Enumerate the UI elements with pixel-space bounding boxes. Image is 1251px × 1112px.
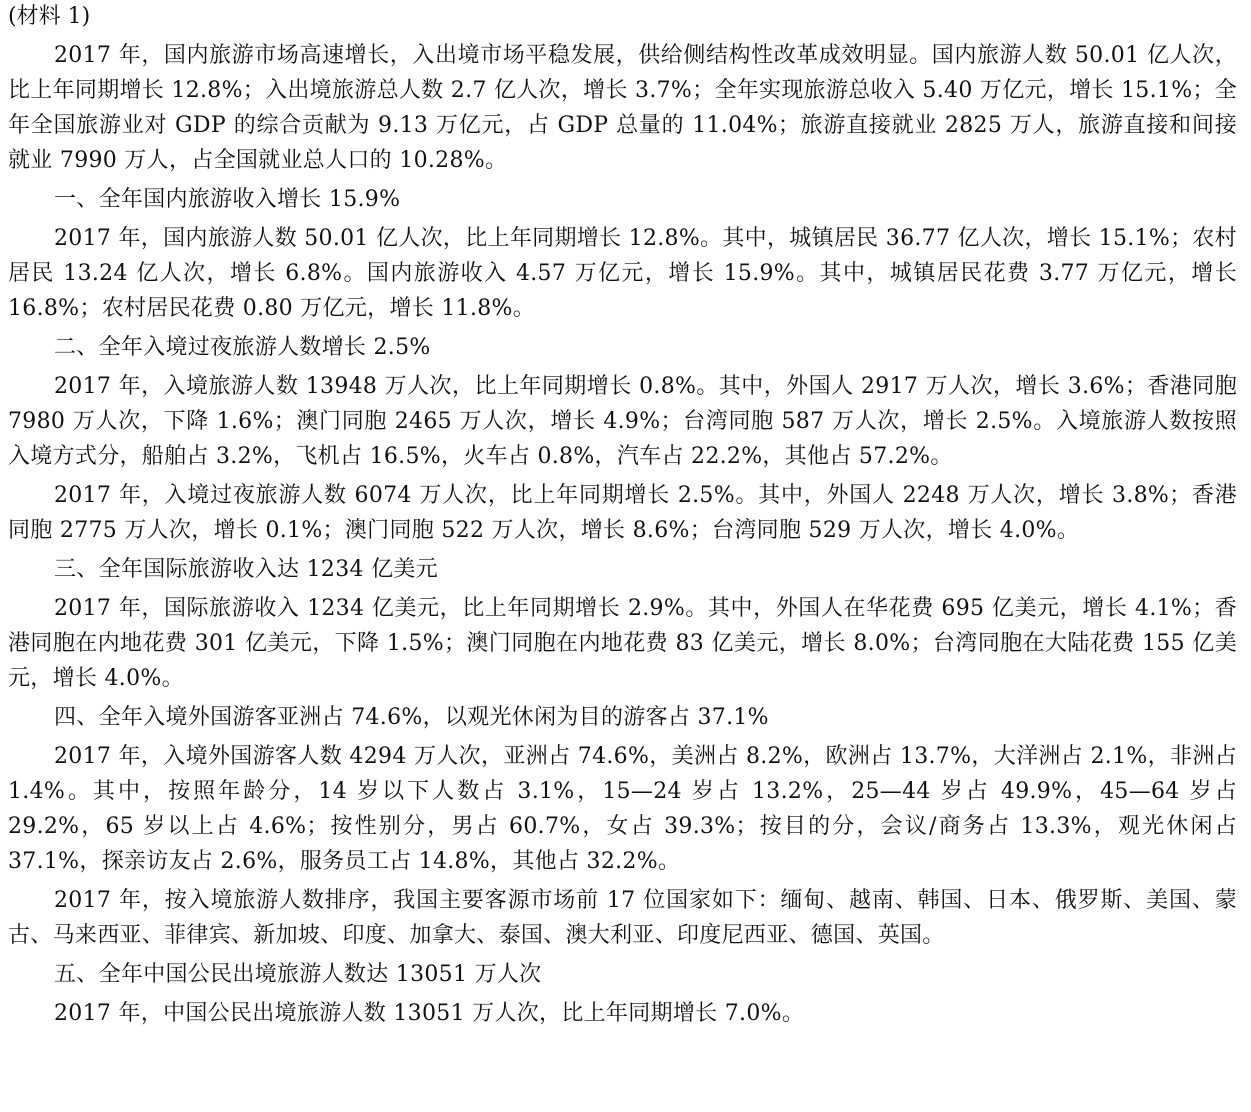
section-1-paragraph-1: 2017 年，国内旅游人数 50.01 亿人次，比上年同期增长 12.8%。其中，城镇居民 36.77 亿人次，增长 15.1%；农村居民 13.24 亿人次，增长 6.8%。国内旅游收入 4.57 万亿元，增长 15.9%。其中，城镇居民花费 3.77 万亿元，增长 16.8%；农村居民花费 0.80 万亿元，增长 11.8%。	[8, 226, 1237, 321]
section-5-heading: 五、全年中国公民出境旅游人数达 13051 万人次	[54, 962, 542, 987]
section-4-heading: 四、全年入境外国游客亚洲占 74.6%，以观光休闲为目的游客占 37.1%	[54, 705, 769, 730]
section-4-paragraph-1: 2017 年，入境外国游客人数 4294 万人次，亚洲占 74.6%，美洲占 8.2%，欧洲占 13.7%，大洋洲占 2.1%，非洲占 1.4%。其中，按照年龄分，14 岁以下人数占 3.1%，15—24 岁占 13.2%，25—44 岁占 49.9%，45—64 岁占 29.2%，65 岁以上占 4.6%；按性别分，男占 60.7%，女占 39.3%；按目的分，会议/商务占 13.3%，观光休闲占 37.1%，探亲访友占 2.6%，服务员工占 14.8%，其他占 32.2%。	[8, 744, 1237, 874]
section-5-paragraph-1: 2017 年，中国公民出境旅游人数 13051 万人次，比上年同期增长 7.0%。	[54, 1001, 805, 1026]
material-label: (材料 1)	[8, 4, 91, 29]
section-4-paragraph-2: 2017 年，按入境旅游人数排序，我国主要客源市场前 17 位国家如下：缅甸、越南、韩国、日本、俄罗斯、美国、蒙古、马来西亚、菲律宾、新加坡、印度、加拿大、泰国、澳大利亚、印度尼西亚、德国、英国。	[8, 888, 1237, 948]
section-3-paragraph-1: 2017 年，国际旅游收入 1234 亿美元，比上年同期增长 2.9%。其中，外国人在华花费 695 亿美元，增长 4.1%；香港同胞在内地花费 301 亿美元，下降 1.5%；澳门同胞在内地花费 83 亿美元，增长 8.0%；台湾同胞在大陆花费 155 亿美元，增长 4.0%。	[8, 596, 1237, 691]
section-2-paragraph-1: 2017 年，入境旅游人数 13948 万人次，比上年同期增长 0.8%。其中，外国人 2917 万人次，增长 3.6%；香港同胞 7980 万人次，下降 1.6%；澳门同胞 2465 万人次，增长 4.9%；台湾同胞 587 万人次，增长 2.5%。入境旅游人数按照入境方式分，船舶占 3.2%，飞机占 16.5%，火车占 0.8%，汽车占 22.2%，其他占 57.2%。	[8, 374, 1237, 469]
section-1-heading: 一、全年国内旅游收入增长 15.9%	[54, 187, 401, 212]
section-3-heading: 三、全年国际旅游收入达 1234 亿美元	[54, 557, 438, 582]
section-2-heading: 二、全年入境过夜旅游人数增长 2.5%	[54, 335, 431, 360]
intro-paragraph: 2017 年，国内旅游市场高速增长，入出境市场平稳发展，供给侧结构性改革成效明显。国内旅游人数 50.01 亿人次，比上年同期增长 12.8%；入出境旅游总人数 2.7 亿人次，增长 3.7%；全年实现旅游总收入 5.40 万亿元，增长 15.1%；全年全国旅游业对 GDP 的综合贡献为 9.13 万亿元，占 GDP 总量的 11.04%；旅游直接就业 2825 万人，旅游直接和间接就业 7990 万人，占全国就业总人口的 10.28%。	[8, 43, 1237, 173]
section-2-paragraph-2: 2017 年，入境过夜旅游人数 6074 万人次，比上年同期增长 2.5%。其中，外国人 2248 万人次，增长 3.8%；香港同胞 2775 万人次，增长 0.1%；澳门同胞 522 万人次，增长 8.6%；台湾同胞 529 万人次，增长 4.0%。	[8, 483, 1237, 543]
